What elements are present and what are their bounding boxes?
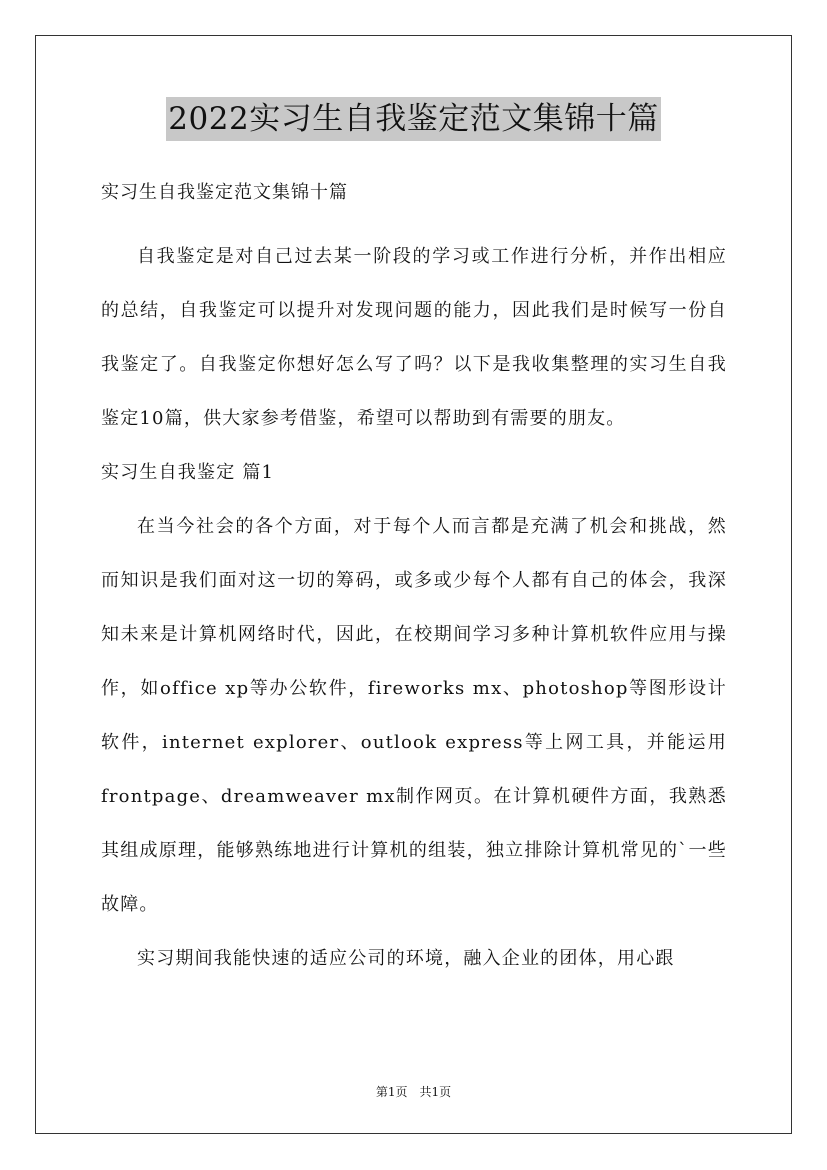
section-heading: 实习生自我鉴定 篇1 [101, 462, 275, 483]
document-title: 2022实习生自我鉴定范文集锦十篇 [166, 97, 660, 141]
section-paragraph: 实习期间我能快速的适应公司的环境，融入企业的团体，用心跟 [137, 948, 675, 969]
document-subtitle: 实习生自我鉴定范文集锦十篇 [101, 182, 348, 203]
section-paragraph: 在当今社会的各个方面，对于每个人而言都是充满了机会和挑战，然而知识是我们面对这一切的筹码，或多或少每个人都有自己的体会，我深知未来是计算机网络时代，因此，在校期间学习多种计算机软件应用与操作，如office xp等办公软件，fireworks mx、photoshop等图形设计软件，internet explorer、outlook express等上网工具，并能运用frontpage、dreamweaver mx制作网页。在计算机硬件方面，我熟悉其组成原理，能够熟练地进行计算机的组装，独立排除计算机常见的`一些故障。 [101, 516, 727, 915]
document-body [101, 230, 727, 986]
title-container [0, 97, 827, 141]
page-footer: 第1页 共1页 [375, 1085, 452, 1099]
intro-paragraph: 自我鉴定是对自己过去某一阶段的学习或工作进行分析，并作出相应的总结，自我鉴定可以提升对发现问题的能力，因此我们是时候写一份自我鉴定了。自我鉴定你想好怎么写了吗？以下是我收集整理的实习生自我鉴定10篇，供大家参考借鉴，希望可以帮助到有需要的朋友。 [101, 246, 727, 429]
